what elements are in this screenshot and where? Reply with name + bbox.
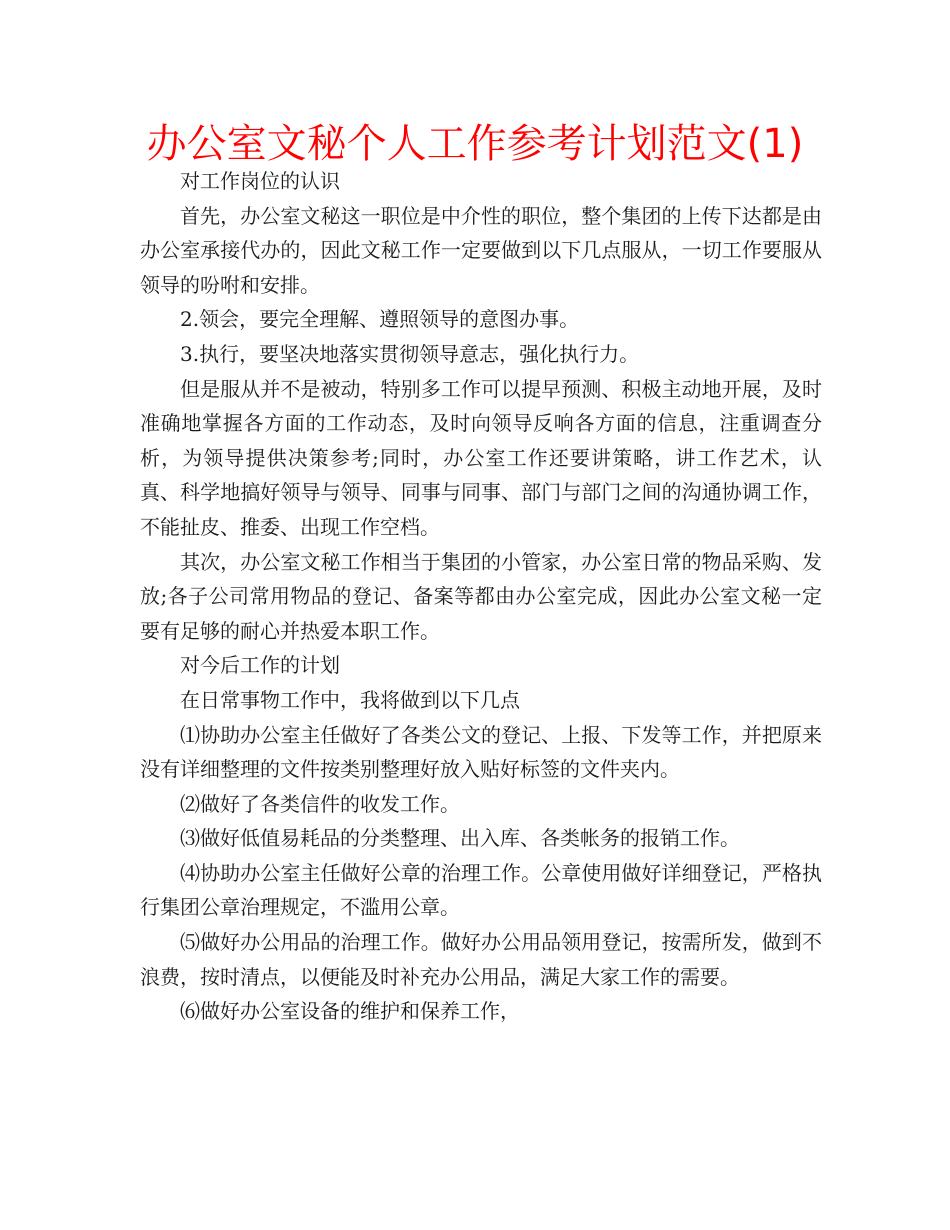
paragraph: ⑶做好低值易耗品的分类整理、出入库、各类帐务的报销工作。	[180, 826, 740, 851]
paragraph: 对今后工作的计划	[180, 653, 340, 678]
paragraph: 2.领会，要完全理解、遵照领导的意图办事。	[180, 307, 580, 332]
paragraph: ⑷协助办公室主任做好公章的治理工作。公章使用做好详细登记，严格执行集团公章治理规定，不滥用公章。	[140, 860, 822, 920]
paragraph: 在日常事物工作中，我将做到以下几点	[180, 687, 520, 712]
paragraph: 其次，办公室文秘工作相当于集团的小管家，办公室日常的物品采购、发放;各子公司常用物品的登记、备案等都由办公室完成，因此办公室文秘一定要有足够的耐心并热爱本职工作。	[140, 549, 822, 643]
paragraph: ⑸做好办公用品的治理工作。做好办公用品领用登记，按需所发，做到不浪费，按时清点，以便能及时补充办公用品，满足大家工作的需要。	[140, 930, 822, 989]
document-title: 办公室文秘个人工作参考计划范文(1)	[146, 121, 804, 167]
paragraph: 3.执行，要坚决地落实贯彻领导意志，强化执行力。	[180, 341, 640, 366]
paragraph: ⑴协助办公室主任做好了各类公文的登记、上报、下发等工作，并把原来没有详细整理的文件按类别整理好放入贴好标签的文件夹内。	[140, 722, 822, 782]
paragraph: ⑹做好办公室设备的维护和保养工作，	[180, 999, 520, 1024]
document-body	[140, 164, 822, 1029]
paragraph: 首先，办公室文秘这一职位是中介性的职位，整个集团的上传下达都是由办公室承接代办的，因此文秘工作一定要做到以下几点服从，一切工作要服从领导的吩咐和安排。	[140, 203, 822, 297]
paragraph: 但是服从并不是被动，特别多工作可以提早预测、积极主动地开展，及时准确地掌握各方面的工作动态，及时向领导反响各方面的信息，注重调查分析，为领导提供决策参考;同时，办公室工作还要讲策略，讲工作艺术，认真、科学地搞好领导与领导、同事与同事、部门与部门之间的沟通协调工作，不能扯皮、推委、出现工作空档。	[140, 376, 822, 539]
paragraph: ⑵做好了各类信件的收发工作。	[180, 791, 460, 816]
paragraph: 对工作岗位的认识	[180, 169, 340, 193]
